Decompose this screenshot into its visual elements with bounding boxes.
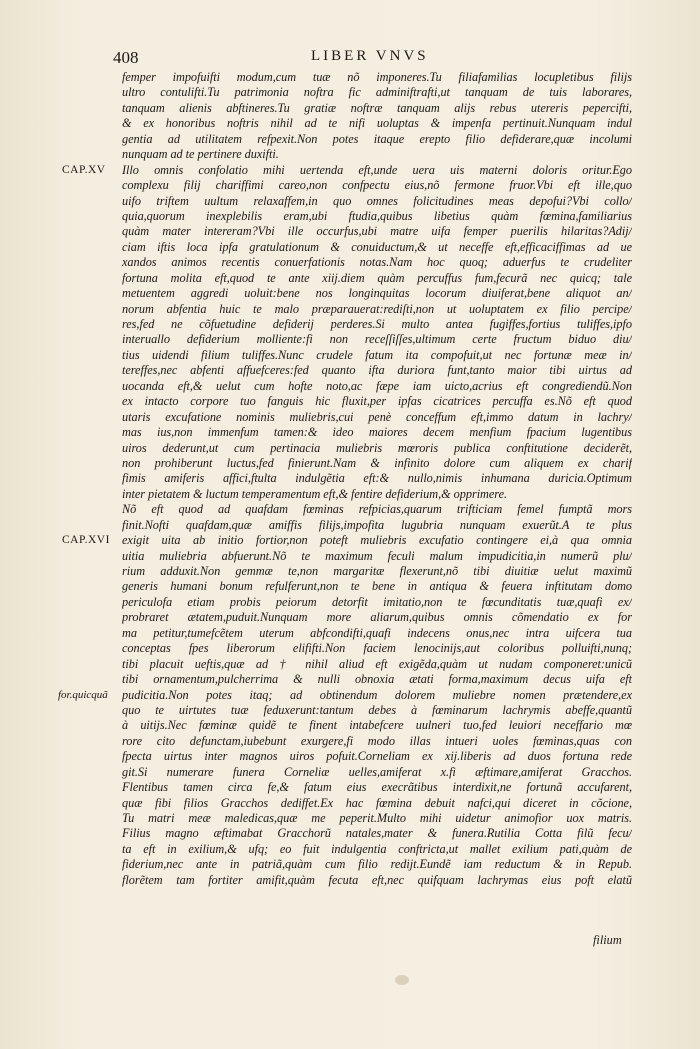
text-line (122, 194, 632, 209)
text-line-content: Nõ eft quod ad quafdam fœminas refpicias,quarum trifticiam femel fumptã mors (122, 502, 632, 517)
text-line-content: ciam iftis loca ipfa gratulationum & conuiductum,& ut neceffe eft,efficaciffimas ad ue (122, 239, 632, 254)
text-line (62, 162, 632, 178)
text-line-content: finit.Nofti quafdam,quæ amiffis filijs,impofita lugubria nunquam exuerũt.A te plus (122, 517, 632, 532)
text-line-content: xandos animos recentis conuerfationis notas.Nam hoc quoq; aduerfus te crudeliter (122, 255, 632, 270)
text-line (122, 502, 632, 517)
text-line-content: uocanda eft,& uelut cum hofte noto,ac fæpe iam uicto,acrius eft congrediendũ.Non (122, 378, 632, 393)
text-line (122, 101, 632, 116)
text-line-content: non prohiberunt luctus,fed finierunt.Nam & infinito dolore cum aliquem ex charif (122, 455, 632, 470)
text-line-content: Illo omnis confolatio mihi uertenda eft,unde uera uis materni doloris oritur.Ego (122, 162, 632, 177)
text-line-content: tibi ornamentum,pulcherrima & nulli obnoxia ætati forma,maximum decus uifa eft (122, 672, 632, 687)
text-line-content: tibi placuit ueftis,quæ ad † nihil aliud eft exigẽda,quàm ut nudam componeret:unicũ (122, 656, 632, 671)
text-line-content: ultro contulifti.Tu patrimonia noftra fic adminiftrafti,ut tanquam de tuis laborares, (122, 85, 632, 100)
text-line-content: quàm mater intereram?Vbi ille occurfus,ubi matre uifa femper puerilis hilaritas?Adij/ (122, 224, 632, 239)
text-line-content: mas ius,non immenfum tamen:& ideo maiores decem menfium fpacium lugentibus (122, 425, 632, 440)
text-line (122, 240, 632, 255)
text-line (122, 471, 632, 486)
catchword: filium (593, 933, 622, 947)
text-line (122, 255, 632, 270)
text-line (122, 718, 632, 733)
text-line (122, 85, 632, 100)
text-line-content: interuallo defiderium molliente:fi non receſſiſſes,ultimum certe fructum biduo diu/ (122, 332, 632, 347)
text-line (122, 765, 632, 780)
text-line-content: utaris excufatione nominis muliebris,cui penè conceffum eft,immo datum in lachry/ (122, 409, 632, 424)
text-line (122, 703, 632, 718)
text-line (122, 657, 632, 672)
text-line (122, 826, 632, 841)
text-line-content: ex intacto corpore tuo fanguis hic fluxit,per ipfas cicatrices percuffa es.Nõ eft quod (122, 394, 632, 409)
text-line (122, 610, 632, 625)
text-line-content: Tu matri meæ maledicas,quæ me peperit.Multo mihi uidetur animofior uox matris. (122, 811, 632, 825)
text-line (122, 734, 632, 749)
book-title: LIBER VNVS (311, 48, 429, 64)
text-line-content: fpecta uirtus inter magnos uiros pofuit.Corneliam ex xij.liberis ad duos fortuna rede (122, 749, 632, 764)
text-line-content: quo te uirtutes tuæ feduxerunt:tantum debes à fœminarum lachrymis abeffe,quantũ (122, 702, 632, 717)
text-line (122, 518, 632, 533)
text-line-content: Flentibus tamen circa fe,& fatum eius execrãtibus interdixit,ne fortunã accufarent, (122, 780, 632, 795)
text-line-content: inter pietatem & luctum temperamentum eft,& fentire defiderium,& opprimere. (122, 486, 508, 501)
text-line-content: exigit uita ab initio fortior,non poteft muliebris excufatio contingere ei,à qua omnia (122, 533, 632, 548)
text-line (122, 394, 632, 409)
text-line-content: norum abfentia huic te malo præparauerat:rediſti,non ut uoluptatem ex filio percipe/ (122, 301, 632, 316)
text-line-content: periculofa etiam probis peiorum detorfit imitatio,non te fœcunditatis tuæ,quafi ex/ (122, 594, 632, 609)
text-line-content: uitia muliebria abfuerunt.Nõ te maximum feculi malum impudicitia,in numerũ plu/ (122, 548, 632, 563)
text-line (122, 749, 632, 764)
text-line (122, 487, 632, 502)
text-line-content: pudicitia.Non potes itaq; ad obtinendum dolorem muliebre nomen prætendere,ex (122, 687, 632, 702)
text-line-content: fortuna molita eft,quod te ante xiij.diem quàm percuffus fum,fecurã nec quicq; tale (122, 270, 632, 285)
text-line (122, 379, 632, 394)
text-line (122, 410, 632, 425)
text-line (122, 332, 632, 347)
text-line-content: & ex honoribus noftris nihil ad te nifi uoluptas & impenfa pertinuit.Nunquam indul (122, 116, 632, 131)
text-line (122, 796, 632, 811)
text-line (62, 533, 632, 548)
text-line-content: tereffes,nec abfenti affuefceres:fed quanto ifta duriora funt,tanto maior tibi uirtus ad (122, 363, 632, 378)
text-line-content: fimis amiferis affici,ftulta indulgẽtia eft:& nullo,nimis inhumana duricia.Optimum (122, 471, 632, 486)
text-line (122, 348, 632, 363)
body-text (58, 70, 632, 888)
text-line-content: rore cito defunctam,iubebunt exurgere,fi modo illas intueri uoles fœminas,quas con (122, 733, 632, 748)
text-line (122, 595, 632, 610)
text-line (122, 441, 632, 456)
text-line (122, 425, 632, 440)
text-line (122, 224, 632, 239)
text-line-content: generis humani bonum refulferunt,non te bene in antiqua & feuera inftitutam domo (122, 579, 632, 594)
text-line-content: quia,quorum inexplebilis eram,ubi ftudia,quibus libetius quàm fœmina,familiarius (122, 208, 632, 223)
text-line (122, 811, 632, 826)
text-line-content: gentia ad utilitatem refpexit.Non potes itaque erepto filio defiderare,quæ incolumi (122, 131, 632, 146)
text-line (122, 302, 632, 317)
text-line-content: femper impofuifti modum,cum tuæ nõ imponeres.Tu filiafamilias locupletibus filijs (122, 70, 632, 84)
text-line (122, 672, 632, 687)
text-line-content: git.Si numerare funera Corneliæ uelles,amiferat x.fi æftimare,amiferat Gracchos. (122, 764, 632, 779)
text-line-content: conceptas fpes liberorum elififti.Non faciem lenocinijs,aut coloribus polluifti,nunq; (122, 641, 632, 656)
text-line (122, 780, 632, 795)
text-line-content: metuentem aggredi uoluit:bene nos longinquitas locorum diuiferat,bene aliquot an/ (122, 286, 632, 301)
text-line-content: à uitijs.Nec fœminæ quidẽ te finent intabefcere uulneri tuo,fed leuiori neceffario mœ (122, 718, 632, 733)
text-line-content: uifo triftem uultum relaxaffem,in quo omnes folicitudines meas depofui?Vbi collo/ (122, 193, 632, 208)
text-line (122, 286, 632, 301)
text-line-content: florẽtem tam fortiter amifit,quàm fecuta eft,nec quifquam lachrymas eius poft elatũ (122, 872, 632, 887)
text-line-content: rium adduxit.Non gemmæ te,non margaritæ flexerunt,nõ tibi diuitiæ uelut maximũ (122, 564, 632, 578)
text-line (122, 842, 632, 857)
text-line (122, 317, 632, 332)
text-line (122, 456, 632, 471)
running-head (113, 48, 593, 72)
text-line-content: tanquam alienis abftineres.Tu gratiæ noftræ tanquam alijs rebus utereris pepercifti, (122, 100, 632, 115)
text-line (122, 857, 632, 872)
text-line (122, 626, 632, 641)
text-line-content: quæ fibi filios Gracchos dediffet.Ex hac fœmina debuit nafci,qui diceret in cõcione, (122, 795, 632, 810)
page-number: 408 (113, 48, 139, 67)
text-line (122, 549, 632, 564)
margin-note: CAP.XVI (62, 534, 110, 547)
text-line (122, 178, 632, 193)
margin-note: CAP.XV (62, 163, 106, 176)
text-line-content: Filius magno æftimabat Gracchorũ natales,mater & funera.Rutilia Cotta filũ fecu/ (122, 826, 632, 841)
margin-note: for.quicquã (58, 688, 108, 701)
text-line-content: uiros dederunt,ut cum pertinacia muliebris mœroris publica conftitutione deciderẽt, (122, 440, 632, 455)
text-line-content: probraret ætatem,puduit.Nunquam more aliarum,quibus omnis cõmendatio ex for (122, 610, 632, 625)
text-line (122, 116, 632, 131)
text-line (122, 564, 632, 579)
text-line (58, 687, 632, 703)
text-line-content: nunquam ad te pertinere duxifti. (122, 147, 279, 162)
text-line (122, 132, 632, 147)
text-line-content: ta eft in exilium,& ufq; eo fuit indulgentia conftricta,ut mallet exilium pati,quàm de (122, 841, 632, 856)
text-line (122, 579, 632, 594)
text-line-content: tius uidendi filium tuliffes.Nunc crudele fatum ita compofuit,ut nec fortunæ meæ in/ (122, 347, 632, 362)
text-line-content: res,fed ne cõfuetudine defiderij perderes.Si multo antea fugiffes,fortius tuliffes,ipfo (122, 317, 632, 331)
text-line (122, 873, 632, 888)
text-line-content: complexu filij chariffimi careo,non confpectu eius,nõ fermone fruor.Vbi eft ille,quo (122, 178, 632, 193)
text-line (122, 209, 632, 224)
text-line-content: fiderium,nec ante in patriã,quàm cum filio redijt.Eundẽ iam reductum & in Repub. (122, 857, 632, 872)
text-line (122, 641, 632, 656)
text-line (122, 271, 632, 286)
text-line (122, 363, 632, 378)
text-line (122, 70, 632, 85)
text-line (122, 147, 632, 162)
paper-stain (395, 975, 409, 985)
text-line-content: ma petitur,tumefcẽtem uterum abfcondifti,quafi indecens onus,nec intra uifcera tua (122, 625, 632, 640)
